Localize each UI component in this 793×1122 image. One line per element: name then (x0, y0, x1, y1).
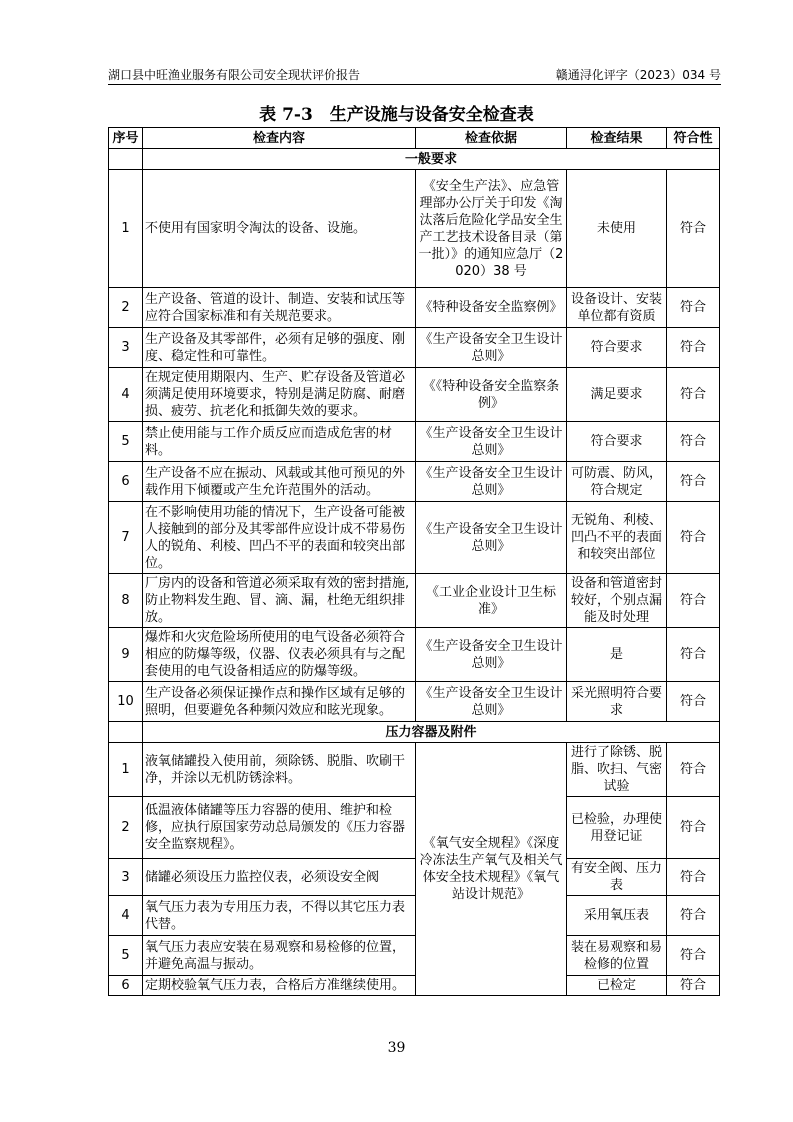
row-number: 4 (109, 896, 143, 936)
check-basis: 《生产设备安全卫生设计总则》 (416, 462, 567, 502)
section-blank-cell (109, 722, 143, 743)
check-content: 储罐必须设压力监控仪表，必须设安全阀 (143, 859, 416, 896)
row-number: 9 (109, 628, 143, 682)
conformity: 符合 (667, 859, 720, 896)
header-report-title: 湖口县中旺渔业服务有限公司安全现状评价报告 (108, 68, 361, 82)
check-content: 液氧储罐投入使用前，须除锈、脱脂、吹刷干净，并涂以无机防锈涂料。 (143, 743, 416, 797)
check-content: 生产设备必须保证操作点和操作区域有足够的照明，但要避免各种频闪效应和眩光现象。 (143, 682, 416, 722)
table-row (109, 682, 720, 722)
table-row (109, 936, 720, 976)
page-number: 39 (387, 1040, 406, 1056)
conformity: 符合 (667, 368, 720, 422)
check-result: 有安全阀、压力表 (567, 859, 667, 896)
check-result: 设备设计、安装单位都有资质 (567, 288, 667, 328)
page-header (108, 66, 721, 85)
check-content: 禁止使用能与工作介质反应而造成危害的材料。 (143, 422, 416, 462)
check-result: 满足要求 (567, 368, 667, 422)
table-header-row (109, 128, 720, 149)
section-blank-cell (109, 149, 143, 170)
row-number: 3 (109, 859, 143, 896)
row-number: 4 (109, 368, 143, 422)
table-row (109, 976, 720, 996)
column-header: 检查依据 (416, 128, 567, 149)
conformity: 符合 (667, 682, 720, 722)
table-row (109, 574, 720, 628)
check-basis-shared: 《氧气安全规程》《深度冷冻法生产氧气及相关气体安全技术规程》《氧气站设计规范》 (416, 743, 567, 996)
check-result: 进行了除锈、脱脂、吹扫、气密试验 (567, 743, 667, 797)
row-number: 5 (109, 936, 143, 976)
conformity: 符合 (667, 628, 720, 682)
conformity: 符合 (667, 936, 720, 976)
check-result: 装在易观察和易检修的位置 (567, 936, 667, 976)
row-number: 5 (109, 422, 143, 462)
row-number: 1 (109, 743, 143, 797)
table-row (109, 368, 720, 422)
safety-check-table (108, 127, 720, 996)
check-basis: 《工业企业设计卫生标准》 (416, 574, 567, 628)
check-result: 已检验，办理使用登记证 (567, 797, 667, 859)
conformity: 符合 (667, 422, 720, 462)
conformity: 符合 (667, 462, 720, 502)
check-result: 无锐角、利棱、凹凸不平的表面和较突出部位 (567, 502, 667, 574)
section-title: 一般要求 (143, 149, 720, 170)
check-result: 采光照明符合要求 (567, 682, 667, 722)
check-basis: 《生产设备安全卫生设计总则》 (416, 422, 567, 462)
check-content: 定期校验氧气压力表，合格后方准继续使用。 (143, 976, 416, 996)
row-number: 6 (109, 462, 143, 502)
column-header: 符合性 (667, 128, 720, 149)
table-row (109, 628, 720, 682)
table-row (109, 896, 720, 936)
check-basis: 《生产设备安全卫生设计总则》 (416, 328, 567, 368)
table-row (109, 422, 720, 462)
conformity: 符合 (667, 896, 720, 936)
conformity: 符合 (667, 170, 720, 288)
check-content: 生产设备及其零部件，必须有足够的强度、刚度、稳定性和可靠性。 (143, 328, 416, 368)
check-basis: 《《特种设备安全监察条例》 (416, 368, 567, 422)
check-basis: 《生产设备安全卫生设计总则》 (416, 502, 567, 574)
conformity: 符合 (667, 976, 720, 996)
check-basis: 《安全生产法》、应急管理部办公厅关于印发《淘汰落后危险化学品安全生产工艺技术设备目录（第一批）》的通知应急厅（2020）38 号 (416, 170, 567, 288)
conformity: 符合 (667, 797, 720, 859)
check-content: 氧气压力表为专用压力表，不得以其它压力表代替。 (143, 896, 416, 936)
check-content: 在不影响使用功能的情况下，生产设备可能被人接触到的部分及其零部件应设计成不带易伤人的锐角、利棱、凹凸不平的表面和较突出部位。 (143, 502, 416, 574)
table-row (109, 170, 720, 288)
column-header: 序号 (109, 128, 143, 149)
check-result: 可防震、防风，符合规定 (567, 462, 667, 502)
table-row (109, 288, 720, 328)
row-number: 2 (109, 288, 143, 328)
check-content: 生产设备不应在振动、风载或其他可预见的外载作用下倾覆或产生允许范围外的活动。 (143, 462, 416, 502)
check-content: 爆炸和火灾危险场所使用的电气设备必须符合相应的防爆等级，仪器、仪表必须具有与之配套使用的电气设备相适应的防爆等级。 (143, 628, 416, 682)
check-content: 在规定使用期限内、生产、贮存设备及管道必须满足使用环境要求，特别是满足防腐、耐磨损、疲劳、抗老化和抵御失效的要求。 (143, 368, 416, 422)
check-basis: 《生产设备安全卫生设计总则》 (416, 682, 567, 722)
check-result: 是 (567, 628, 667, 682)
check-basis: 《生产设备安全卫生设计总则》 (416, 628, 567, 682)
table-row (109, 328, 720, 368)
table-row (109, 502, 720, 574)
row-number: 3 (109, 328, 143, 368)
conformity: 符合 (667, 288, 720, 328)
column-header: 检查内容 (143, 128, 416, 149)
section-row (109, 149, 720, 170)
table-row (109, 462, 720, 502)
row-number: 10 (109, 682, 143, 722)
check-result: 符合要求 (567, 328, 667, 368)
row-number: 8 (109, 574, 143, 628)
row-number: 7 (109, 502, 143, 574)
check-result: 采用氧压表 (567, 896, 667, 936)
check-result: 未使用 (567, 170, 667, 288)
check-result: 符合要求 (567, 422, 667, 462)
header-report-number: 赣通浔化评字（2023）034 号 (555, 68, 721, 82)
table-row (109, 859, 720, 896)
section-title: 压力容器及附件 (143, 722, 720, 743)
row-number: 6 (109, 976, 143, 996)
table-row (109, 743, 720, 797)
check-content: 低温液体储罐等压力容器的使用、维护和检修，应执行原国家劳动总局颁发的《压力容器安全监察规程》。 (143, 797, 416, 859)
conformity: 符合 (667, 574, 720, 628)
check-result: 设备和管道密封较好，个别点漏能及时处理 (567, 574, 667, 628)
section-row (109, 722, 720, 743)
check-content: 不使用有国家明令淘汰的设备、设施。 (143, 170, 416, 288)
conformity: 符合 (667, 502, 720, 574)
check-result: 已检定 (567, 976, 667, 996)
conformity: 符合 (667, 328, 720, 368)
check-content: 生产设备、管道的设计、制造、安装和试压等应符合国家标准和有关规范要求。 (143, 288, 416, 328)
conformity: 符合 (667, 743, 720, 797)
check-content: 氧气压力表应安装在易观察和易检修的位置，并避免高温与振动。 (143, 936, 416, 976)
check-content: 厂房内的设备和管道必须采取有效的密封措施,防止物料发生跑、冒、滴、漏，杜绝无组织排放。 (143, 574, 416, 628)
column-header: 检查结果 (567, 128, 667, 149)
table-row (109, 797, 720, 859)
check-basis: 《特种设备安全监察例》 (416, 288, 567, 328)
table-title: 表 7-3 生产设施与设备安全检查表 (259, 105, 534, 125)
row-number: 1 (109, 170, 143, 288)
row-number: 2 (109, 797, 143, 859)
